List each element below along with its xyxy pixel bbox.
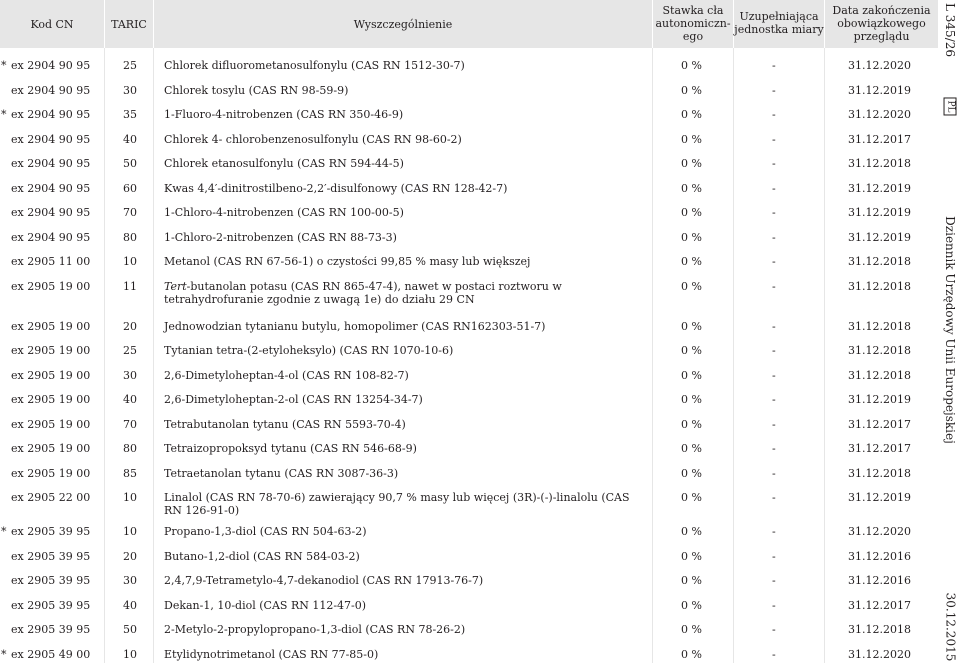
row-supp-unit: - [772, 549, 776, 563]
row-taric: 20 [123, 319, 137, 333]
row-supp-unit: - [772, 368, 776, 382]
row-review-date: 31.12.2019 [848, 206, 911, 219]
row-taric: 25 [123, 344, 137, 357]
row-cn-code: ex 2905 19 00 [11, 417, 91, 431]
row-review-date: 31.12.2018 [848, 157, 911, 170]
table-row [0, 431, 938, 456]
table-row [0, 407, 938, 432]
row-duty-rate: 0 % [681, 368, 702, 382]
col-header-cn [0, 0, 104, 48]
row-review-date: 31.12.2018 [848, 255, 911, 268]
row-desc-text: Tetrabutanolan tytanu (CAS RN 5593-70-4) [164, 417, 406, 431]
table-row [0, 195, 938, 220]
row-supp-unit: - [772, 393, 776, 406]
row-taric: 10 [123, 647, 137, 661]
row-review-date: 31.12.2019 [848, 230, 911, 244]
row-description [164, 280, 647, 306]
row-desc-text: Propano-1,3-diol (CAS RN 504-63-2) [164, 525, 367, 538]
row-desc-text: Jednowodzian tytanianu butylu, homopolimer (CAS RN162303-51-7) [164, 319, 546, 333]
row-supp-unit: - [772, 83, 776, 97]
row-taric: 30 [123, 574, 137, 587]
row-duty-rate: 0 % [681, 491, 702, 504]
row-amended-marker: * [1, 525, 7, 538]
row-amended-marker: * [1, 647, 7, 661]
col-header-date-line1: Data zakończenia [832, 4, 931, 17]
row-cn-code: ex 2905 19 00 [11, 279, 91, 293]
row-duty-rate: 0 % [681, 319, 702, 333]
row-duty-rate: 0 % [681, 623, 702, 636]
row-taric: 70 [123, 417, 137, 431]
row-taric: 40 [123, 393, 137, 406]
col-header-desc-label: Wyszczególnienie [353, 17, 453, 31]
row-duty-rate: 0 % [681, 574, 702, 587]
row-description [164, 393, 647, 406]
row-cn-code: ex 2904 90 95 [11, 230, 91, 244]
row-taric: 50 [123, 623, 137, 636]
row-duty-rate: 0 % [681, 108, 702, 121]
row-cn-code: ex 2904 90 95 [11, 206, 91, 219]
row-description [164, 525, 647, 538]
row-duty-rate: 0 % [681, 344, 702, 357]
row-cn-code: ex 2905 19 00 [11, 442, 91, 455]
row-duty-rate: 0 % [681, 230, 702, 244]
row-taric: 80 [123, 442, 137, 455]
row-supp-unit: - [772, 647, 776, 661]
row-review-date: 31.12.2019 [848, 83, 911, 97]
row-cn-code: ex 2905 11 00 [11, 255, 91, 268]
row-description [164, 648, 647, 661]
table-row [0, 122, 938, 147]
page-ref [940, 0, 960, 60]
journal-title [940, 216, 960, 444]
col-header-unit-line2: jednostka miary [734, 23, 824, 36]
row-taric: 30 [123, 83, 137, 97]
row-cn-code: ex 2904 90 95 [11, 132, 91, 146]
row-taric: 85 [123, 466, 137, 480]
col-header-date-line2: obowiązkowego [837, 17, 926, 30]
row-duty-rate: 0 % [681, 549, 702, 563]
col-header-rate [653, 0, 733, 48]
table-row [0, 220, 938, 245]
row-taric: 10 [123, 525, 137, 538]
row-desc-text: Chlorek etanosulfonylu (CAS RN 594-44-5) [164, 157, 404, 170]
row-supp-unit: - [772, 279, 776, 293]
row-description [164, 157, 647, 170]
row-description [164, 320, 647, 333]
col-header-taric [105, 0, 153, 48]
row-taric: 35 [123, 108, 137, 121]
col-header-taric-label: TARIC [111, 17, 147, 31]
row-taric: 70 [123, 206, 137, 219]
row-desc-text: Linalol (CAS RN 78-70-6) zawierający 90,7 % masy lub więcej (3R)-(-)-linalolu (CAS RN 126-91-0) [164, 491, 630, 517]
row-desc-text: -butanolan potasu (CAS RN 865-47-4), nawet w postaci roztworu w tetrahydrofuranie zgodnie z uwagą 1e) do działu 29 CN [164, 279, 562, 306]
col-header-date-line3: przeglądu [853, 30, 910, 43]
row-duty-rate: 0 % [681, 417, 702, 431]
row-supp-unit: - [772, 157, 776, 170]
tariff-table-body [0, 48, 938, 661]
row-taric: 50 [123, 157, 137, 170]
row-duty-rate: 0 % [681, 647, 702, 661]
table-row [0, 456, 938, 481]
row-review-date: 31.12.2019 [848, 181, 911, 195]
row-duty-rate: 0 % [681, 157, 702, 170]
row-desc-text: 2,6-Dimetyloheptan-4-ol (CAS RN 108-82-7) [164, 368, 409, 382]
language-badge [940, 86, 960, 126]
row-desc-text: Chlorek tosylu (CAS RN 98-59-9) [164, 83, 349, 97]
row-taric: 30 [123, 368, 137, 382]
table-row [0, 171, 938, 196]
row-cn-code: ex 2905 39 95 [11, 525, 91, 538]
table-row [0, 480, 938, 517]
row-desc-text: Tytanian tetra-(2-etyloheksylo) (CAS RN 1070-10-6) [164, 344, 454, 357]
col-header-rate-line3: ego [682, 30, 704, 43]
row-description [164, 182, 647, 195]
table-row [0, 637, 938, 662]
row-duty-rate: 0 % [681, 442, 702, 455]
row-cn-code: ex 2905 39 95 [11, 574, 91, 587]
row-desc-text: 2-Metylo-2-propylopropano-1,3-diol (CAS RN 78-26-2) [164, 623, 466, 636]
row-desc-em: Tert [164, 279, 187, 293]
row-amended-marker: * [1, 59, 7, 72]
row-description [164, 84, 647, 97]
row-cn-code: ex 2905 39 95 [11, 623, 91, 636]
row-description [164, 133, 647, 146]
row-description [164, 442, 647, 455]
row-taric: 25 [123, 59, 137, 72]
row-review-date: 31.12.2018 [848, 623, 911, 636]
row-desc-text: Dekan-1, 10-diol (CAS RN 112-47-0) [164, 598, 367, 612]
row-supp-unit: - [772, 59, 776, 72]
row-cn-code: ex 2905 22 00 [11, 491, 91, 504]
table-row [0, 244, 938, 269]
row-cn-code: ex 2905 19 00 [11, 319, 91, 333]
row-cn-code: ex 2905 49 00 [11, 647, 91, 661]
row-description [164, 231, 647, 244]
table-row [0, 588, 938, 613]
col-header-cn-label: Kod CN [30, 17, 74, 31]
row-supp-unit: - [772, 574, 776, 587]
row-taric: 80 [123, 230, 137, 244]
table-row [0, 539, 938, 564]
row-taric: 10 [123, 255, 137, 268]
table-row [0, 563, 938, 588]
row-desc-text: Tetraizopropoksyd tytanu (CAS RN 546-68-9) [164, 442, 417, 455]
row-review-date: 31.12.2018 [848, 368, 911, 382]
row-duty-rate: 0 % [681, 206, 702, 219]
col-header-rate-line1: Stawka cła [662, 4, 724, 17]
row-taric: 10 [123, 491, 137, 504]
row-cn-code: ex 2904 90 95 [11, 59, 91, 72]
row-review-date: 31.12.2018 [848, 466, 911, 480]
table-row [0, 333, 938, 358]
language-badge-label: PL [943, 97, 956, 115]
row-desc-text: Kwas 4,4′-dinitrostilbeno-2,2′-disulfonowy (CAS RN 128-42-7) [164, 181, 508, 195]
row-description [164, 108, 647, 121]
table-row [0, 309, 938, 334]
table-row [0, 73, 938, 98]
row-review-date: 31.12.2018 [848, 279, 911, 293]
col-header-desc [154, 0, 652, 48]
row-supp-unit: - [772, 255, 776, 268]
row-duty-rate: 0 % [681, 59, 702, 72]
table-row [0, 146, 938, 171]
row-cn-code: ex 2905 19 00 [11, 368, 91, 382]
row-cn-code: ex 2905 19 00 [11, 466, 91, 480]
row-duty-rate: 0 % [681, 466, 702, 480]
row-desc-text: Tetraetanolan tytanu (CAS RN 3087-36-3) [164, 466, 399, 480]
row-desc-text: 2,4,7,9-Tetrametylo-4,7-dekanodiol (CAS RN 17913-76-7) [164, 574, 484, 587]
row-duty-rate: 0 % [681, 525, 702, 538]
row-taric: 40 [123, 132, 137, 146]
row-duty-rate: 0 % [681, 598, 702, 612]
row-supp-unit: - [772, 417, 776, 431]
table-row [0, 48, 938, 73]
row-desc-text: Chlorek 4- chlorobenzenosulfonylu (CAS RN 98-60-2) [164, 132, 462, 146]
row-desc-text: 1-Fluoro-4-nitrobenzen (CAS RN 350-46-9) [164, 108, 404, 121]
row-supp-unit: - [772, 623, 776, 636]
row-duty-rate: 0 % [681, 279, 702, 293]
row-supp-unit: - [772, 132, 776, 146]
row-supp-unit: - [772, 319, 776, 333]
col-header-rate-line2: autonomiczn- [655, 17, 731, 30]
row-supp-unit: - [772, 598, 776, 612]
row-supp-unit: - [772, 206, 776, 219]
row-description [164, 599, 647, 612]
row-cn-code: ex 2904 90 95 [11, 181, 91, 195]
row-supp-unit: - [772, 108, 776, 121]
row-description [164, 206, 647, 219]
row-description [164, 369, 647, 382]
row-review-date: 31.12.2019 [848, 491, 911, 504]
table-row [0, 514, 938, 539]
table-row [0, 382, 938, 407]
col-header-unit-line1: Uzupełniająca [739, 10, 819, 23]
row-duty-rate: 0 % [681, 393, 702, 406]
row-cn-code: ex 2904 90 95 [11, 108, 91, 121]
row-supp-unit: - [772, 344, 776, 357]
row-review-date: 31.12.2020 [848, 108, 911, 121]
row-description [164, 344, 647, 357]
row-review-date: 31.12.2017 [848, 598, 911, 612]
row-description [164, 550, 647, 563]
page-ref-label: L 345/26 [943, 3, 957, 57]
table-header [0, 0, 938, 48]
row-cn-code: ex 2905 39 95 [11, 549, 91, 563]
row-review-date: 31.12.2019 [848, 393, 911, 406]
row-desc-text: 1-Chloro-2-nitrobenzen (CAS RN 88-73-3) [164, 230, 397, 244]
row-description [164, 467, 647, 480]
row-description [164, 574, 647, 587]
row-duty-rate: 0 % [681, 181, 702, 195]
row-review-date: 31.12.2020 [848, 525, 911, 538]
row-description [164, 59, 647, 72]
publication-date [940, 590, 960, 663]
publication-date-label: 30.12.2015 [943, 592, 957, 661]
row-supp-unit: - [772, 230, 776, 244]
row-review-date: 31.12.2018 [848, 319, 911, 333]
row-taric: 60 [123, 181, 137, 195]
row-review-date: 31.12.2018 [848, 344, 911, 357]
row-desc-text: Etylidynotrimetanol (CAS RN 77-85-0) [164, 647, 379, 661]
row-desc-text: 1-Chloro-4-nitrobenzen (CAS RN 100-00-5) [164, 206, 404, 219]
journal-title-label: Dziennik Urzędowy Unii Europejskiej [943, 216, 957, 444]
col-header-unit [734, 0, 824, 48]
table-row [0, 97, 938, 122]
row-duty-rate: 0 % [681, 132, 702, 146]
row-duty-rate: 0 % [681, 83, 702, 97]
row-cn-code: ex 2905 19 00 [11, 393, 91, 406]
row-review-date: 31.12.2017 [848, 417, 911, 431]
row-description [164, 255, 647, 268]
row-desc-text: Chlorek difluorometanosulfonylu (CAS RN 1512-30-7) [164, 59, 465, 72]
row-taric: 11 [123, 279, 137, 293]
row-cn-code: ex 2905 19 00 [11, 344, 91, 357]
row-review-date: 31.12.2016 [848, 574, 911, 587]
row-review-date: 31.12.2020 [848, 59, 911, 72]
row-cn-code: ex 2905 39 95 [11, 598, 91, 612]
row-supp-unit: - [772, 466, 776, 480]
row-cn-code: ex 2904 90 95 [11, 157, 91, 170]
row-review-date: 31.12.2016 [848, 549, 911, 563]
row-supp-unit: - [772, 442, 776, 455]
row-description [164, 418, 647, 431]
table-row [0, 612, 938, 637]
row-duty-rate: 0 % [681, 255, 702, 268]
row-review-date: 31.12.2017 [848, 132, 911, 146]
row-cn-code: ex 2904 90 95 [11, 83, 91, 97]
row-supp-unit: - [772, 525, 776, 538]
row-supp-unit: - [772, 491, 776, 504]
row-description [164, 623, 647, 636]
row-desc-text: Butano-1,2-diol (CAS RN 584-03-2) [164, 549, 360, 563]
table-row [0, 269, 938, 309]
row-supp-unit: - [772, 181, 776, 195]
row-amended-marker: * [1, 108, 7, 121]
row-desc-text: Metanol (CAS RN 67-56-1) o czystości 99,85 % masy lub większej [164, 255, 531, 268]
row-taric: 40 [123, 598, 137, 612]
row-review-date: 31.12.2017 [848, 442, 911, 455]
row-review-date: 31.12.2020 [848, 647, 911, 661]
row-taric: 20 [123, 549, 137, 563]
col-header-date [825, 0, 938, 48]
row-desc-text: 2,6-Dimetyloheptan-2-ol (CAS RN 13254-34-7) [164, 393, 423, 406]
table-row [0, 358, 938, 383]
